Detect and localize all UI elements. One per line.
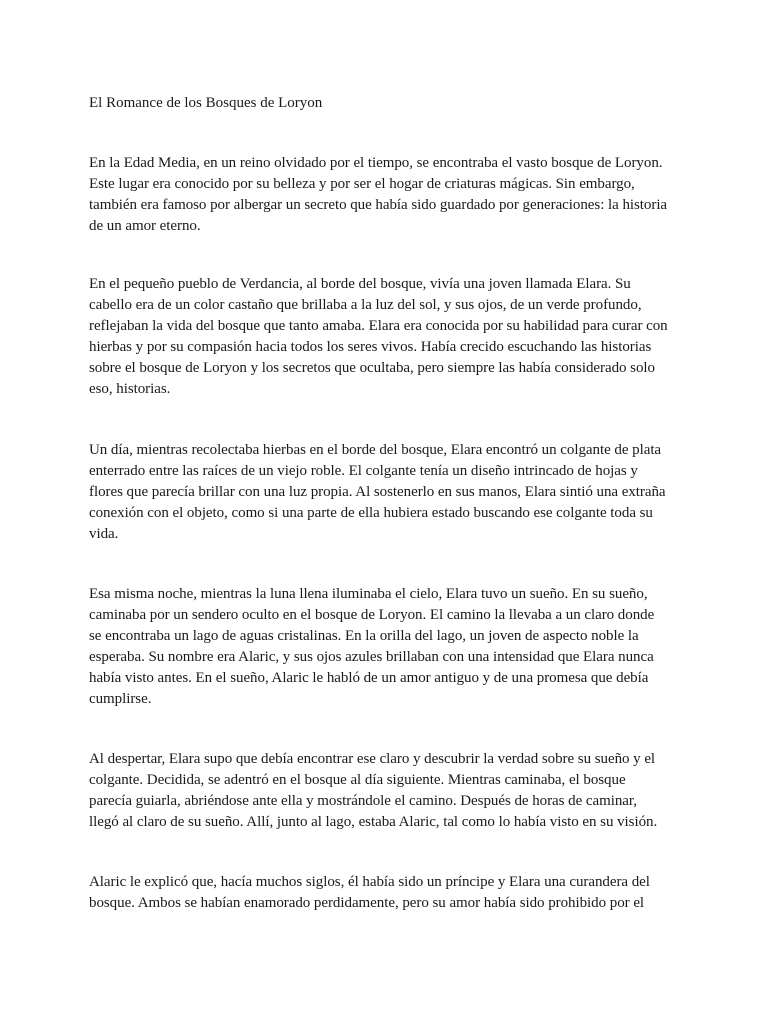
paragraph-1 — [89, 153, 689, 237]
paragraph-line: Al despertar, Elara supo que debía encontrar ese claro y descubrir la verdad sobre su sueño y el — [89, 751, 656, 767]
document-title: El Romance de los Bosques de Loryon — [89, 95, 323, 111]
paragraph-line: En el pequeño pueblo de Verdancia, al borde del bosque, vivía una joven llamada Elara. Su — [89, 276, 631, 292]
paragraph-line: bosque. Ambos se habían enamorado perdidamente, pero su amor había sido prohibido por el — [89, 895, 645, 911]
paragraph-line: conexión con el objeto, como si una parte de ella hubiera estado buscando ese colgante toda su — [89, 505, 653, 521]
paragraph-line: flores que parecía brillar con una luz propia. Al sostenerlo en sus manos, Elara sintió una extraña — [89, 484, 666, 500]
paragraph-line: cumplirse. — [89, 691, 152, 707]
paragraph-line: enterrado entre las raíces de un viejo roble. El colgante tenía un diseño intrincado de hojas y — [89, 463, 638, 479]
paragraph-5 — [89, 749, 689, 833]
paragraph-line: había visto antes. En el sueño, Alaric le habló de un amor antiguo y de una promesa que debía — [89, 670, 649, 686]
paragraph-line: también era famoso por albergar un secreto que había sido guardado por generaciones: la historia — [89, 197, 668, 213]
paragraph-line: colgante. Decidida, se adentró en el bosque al día siguiente. Mientras caminaba, el bosque — [89, 772, 626, 788]
paragraph-4 — [89, 584, 689, 710]
paragraph-line: cabello era de un color castaño que brillaba a la luz del sol, y sus ojos, de un verde profundo, — [89, 297, 642, 313]
paragraph-line: eso, historias. — [89, 381, 171, 397]
paragraph-line: Alaric le explicó que, hacía muchos siglos, él había sido un príncipe y Elara una curandera del — [89, 874, 650, 890]
paragraph-line: vida. — [89, 526, 119, 542]
paragraph-line: parecía guiarla, abriéndose ante ella y mostrándole el camino. Después de horas de caminar, — [89, 793, 637, 809]
paragraph-3 — [89, 440, 689, 545]
paragraph-line: Un día, mientras recolectaba hierbas en el borde del bosque, Elara encontró un colgante de plata — [89, 442, 662, 458]
paragraph-line: llegó al claro de su sueño. Allí, junto al lago, estaba Alaric, tal como lo había visto en su visión. — [89, 814, 658, 830]
paragraph-line: caminaba por un sendero oculto en el bosque de Loryon. El camino la llevaba a un claro donde — [89, 607, 655, 623]
paragraph-line: sobre el bosque de Loryon y los secretos que ocultaba, pero siempre las había considerado solo — [89, 360, 655, 376]
paragraph-line: esperaba. Su nombre era Alaric, y sus ojos azules brillaban con una intensidad que Elara nunca — [89, 649, 654, 665]
paragraph-line: En la Edad Media, en un reino olvidado por el tiempo, se encontraba el vasto bosque de Loryon. — [89, 155, 663, 171]
paragraph-line: hierbas y por su compasión hacia todos los seres vivos. Había crecido escuchando las historias — [89, 339, 652, 355]
paragraph-line: reflejaban la vida del bosque que tanto amaba. Elara era conocida por su habilidad para curar con — [89, 318, 668, 334]
paragraph-line: Este lugar era conocido por su belleza y por ser el hogar de criaturas mágicas. Sin embargo, — [89, 176, 635, 192]
paragraph-line: de un amor eterno. — [89, 218, 201, 234]
paragraph-6 — [89, 872, 689, 914]
paragraph-line: Esa misma noche, mientras la luna llena iluminaba el cielo, Elara tuvo un sueño. En su sueño, — [89, 586, 648, 602]
paragraph-line: se encontraba un lago de aguas cristalinas. En la orilla del lago, un joven de aspecto noble la — [89, 628, 639, 644]
paragraph-2 — [89, 274, 689, 400]
